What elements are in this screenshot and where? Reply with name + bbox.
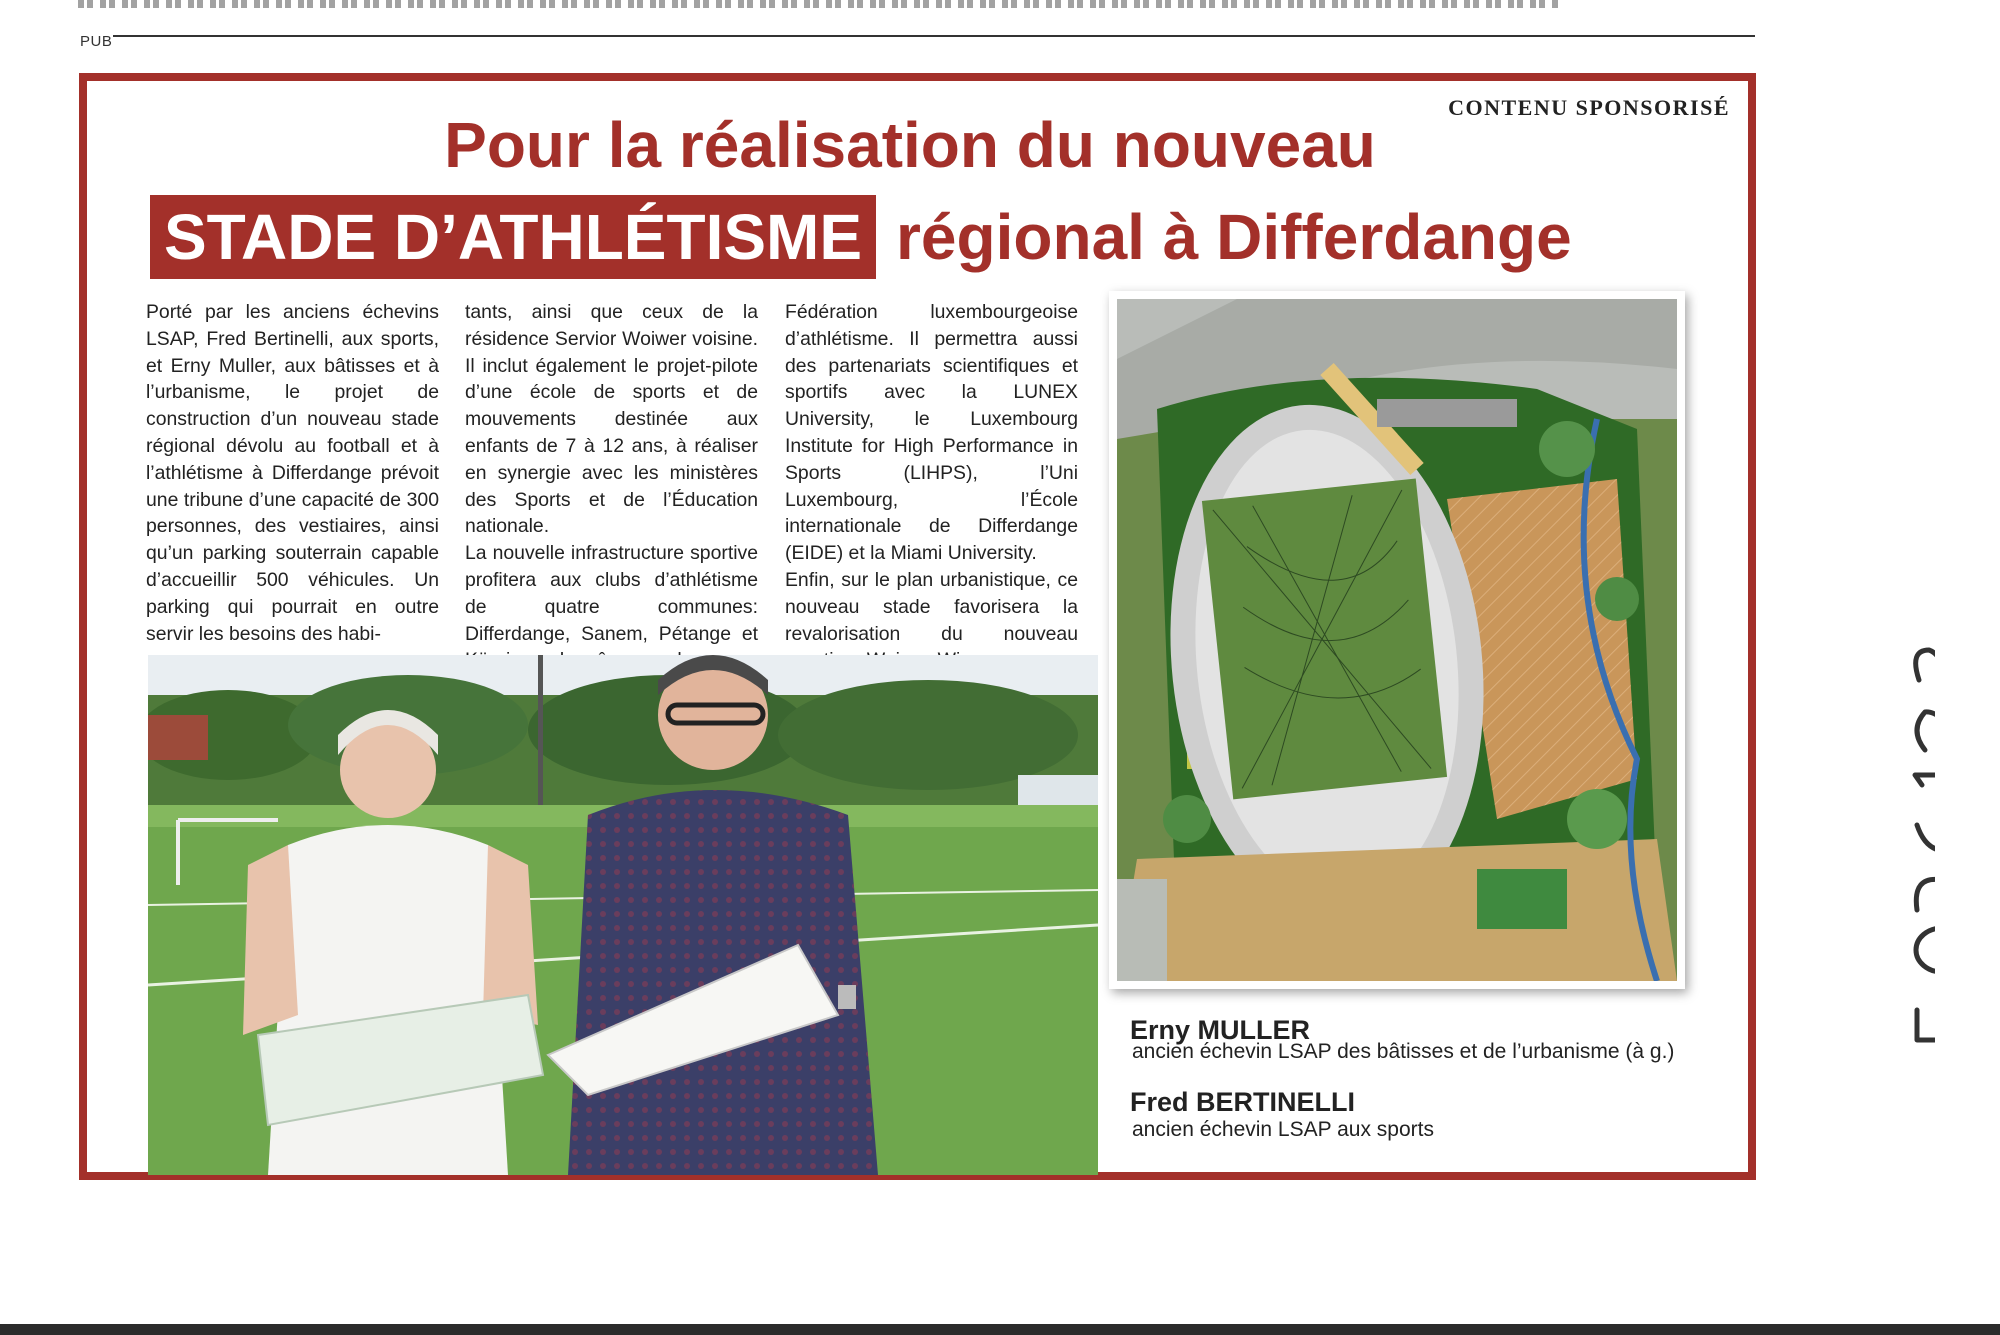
sponsored-label: CONTENU SPONSORISÉ [1448,95,1730,120]
viewer-bottom-bar [0,1324,2000,1335]
headline-line-2: régional à Differdange [896,201,1572,273]
column-3-paragraph-1: Fédération luxembourgeoise d’athlétisme. Il permettra aussi des partenariats scientifiques et sportifs avec la LUNEX University, le Luxembourg Institute for High Performance in Sports (LIHPS), l’Uni Luxembourg, l’École internationale de Differdange (EIDE) et la Miami University. [785,301,1078,565]
photo-two-men-with-plans [148,655,1098,1175]
caption-name-2: Fred BERTINELLI [1130,1087,1356,1117]
article-column-2 [465,299,758,674]
pub-label: PUB [80,33,113,50]
stadium-plan-illustration [1117,299,1677,981]
photo-illustration [148,655,1098,1175]
column-2-paragraph-2: La nouvelle infrastructure sportive profitera aux clubs d’athlétisme de quatre communes: Differdange, Sanem, Pétange et [465,542,758,645]
handwritten-annotation [1825,545,1935,1055]
caption-name-1: Erny MULLER [1130,1015,1311,1045]
headline-highlight: STADE D’ATHLÉTISME [150,195,876,279]
headline-line-1: Pour la réalisation du nouveau [444,109,1376,181]
caption-role-1: ancien échevin LSAP des bâtisses et de l’urbanisme (à g.) [1132,1040,1675,1063]
column-3-paragraph-2: Enfin, sur le plan urbanistique, ce nouveau stade favorisera la revalorisation du nouveau [785,568,1078,645]
stadium-site-plan [1117,299,1677,981]
article-column-3 [785,299,1078,674]
column-1-text: Porté par les anciens échevins LSAP, Fred Bertinelli, aux sports, et Erny Muller, aux bâtisses et à l’urbanisme, le projet de construction d’un nouveau stade régional dévolu au football et à l’athlétisme à Differdange prévoit une tribune d’une capacité de 300 personnes, des vestiaires, ainsi qu’un parking souterrain capable d’accueillir 500 véhicules. Un parking qui pourrait en outre servir les besoins des habi- [146,301,439,645]
stadium-plan-frame [1109,291,1685,989]
cropped-text-line [78,0,1558,8]
pub-rule [113,35,1755,37]
caption-role-2: ancien échevin LSAP aux sports [1132,1118,1434,1141]
column-2-paragraph-1: tants, ainsi que ceux de la résidence Servior Woiwer voisine. Il inclut également le projet-pilote d’une école de sports et de mouvements destinée aux enfants de 7 à 12 ans, à réaliser en synergie avec les ministères des Sports et de l’Éducation nationale. [465,301,758,538]
article-column-1 [146,299,439,647]
